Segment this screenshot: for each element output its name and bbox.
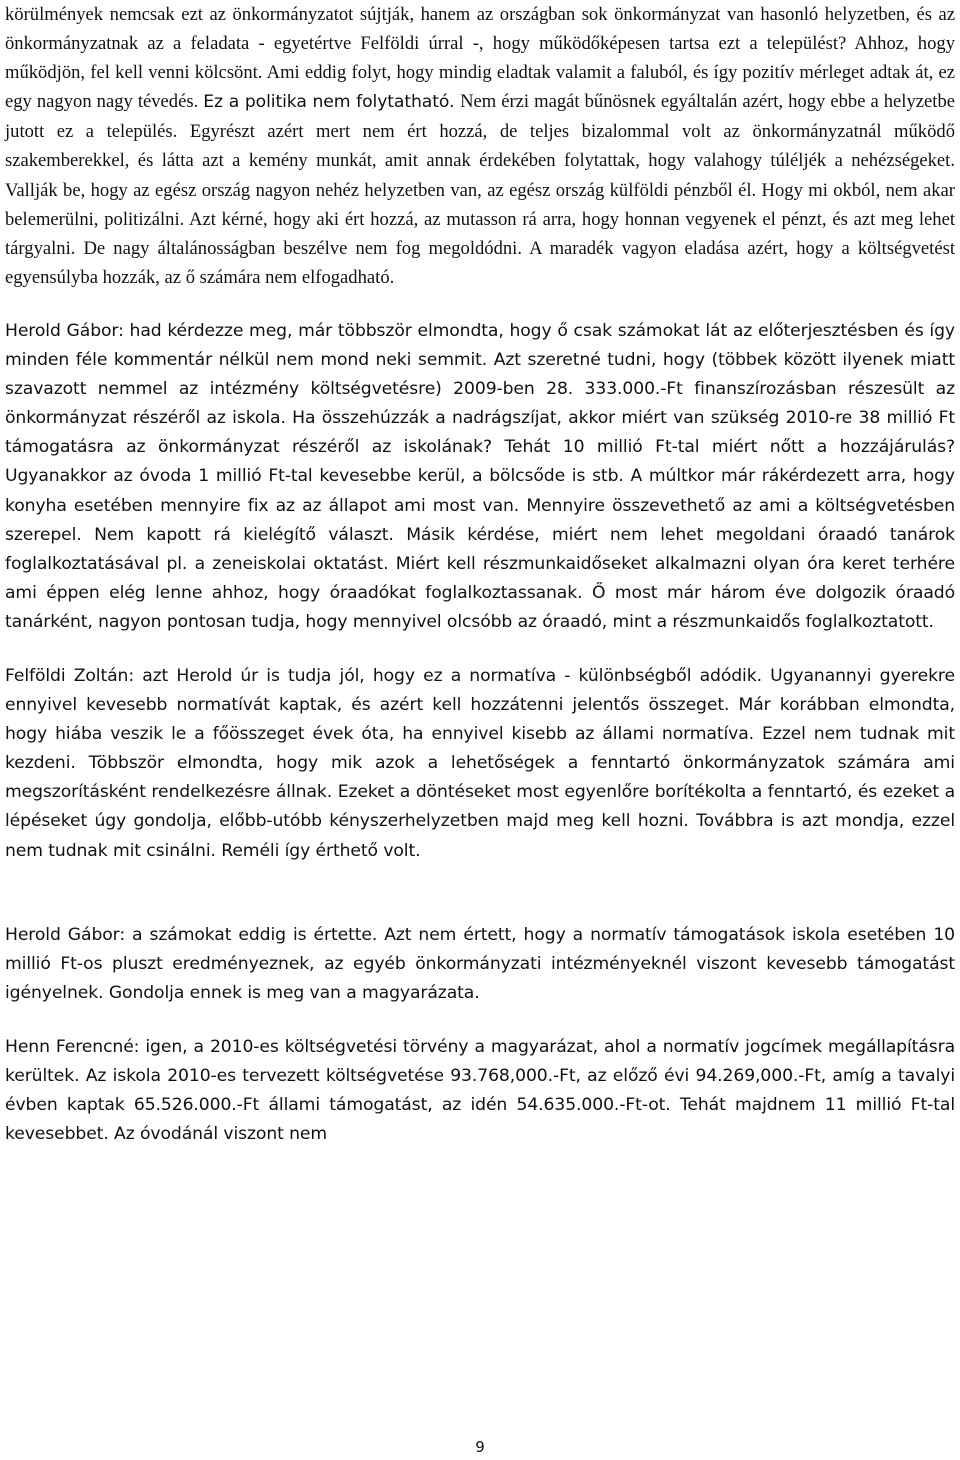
paragraph-5 xyxy=(5,1033,955,1149)
page-number: 9 xyxy=(475,1438,485,1456)
paragraph-spacer xyxy=(5,866,955,921)
paragraph-1 xyxy=(5,0,955,292)
paragraph-4 xyxy=(5,921,955,1008)
paragraph-3-text: Felföldi Zoltán: azt Herold úr is tudja jól, hogy ez a normatíva - különbségből adódik. Ugyanannyi gyerekre ennyivel kevesebb normatívát kaptak, és azért kell hozzátenni jelentős összeget. Már korábban elmondta, hogy hiába veszik le a főösszeget évek óta, ha ennyivel kisebb az állami normatíva. Ezzel nem tudnak mit kezdeni. Többször elmondta, hogy mik azok a lehetőségek a fenntartó önkormányzatok számára ami megszorításként rendelkezésre állnak. Ezeket a döntéseket most egyenlőre borítékolta a fenntartó, és ezeket a lépéseket úgy gondolja, előbb-utóbb kényszerhelyzetben majd meg kell hozni. Továbbra is azt mondja, ezzel nem tudnak mit csinálni. Reméli így érthető volt. xyxy=(5,665,955,861)
paragraph-5-text: Henn Ferencné: igen, a 2010-es költségvetési törvény a magyarázat, ahol a normatív jogcímek megállapításra kerültek. Az iskola 2010-es tervezett költségvetése 93.768,000.-Ft, az előző évi 94.269,000.-Ft, amíg a tavalyi évben kaptak 65.526.000.-Ft állami támogatást, az idén 54.635.000.-Ft-ot. Tehát majdnem 11 millió Ft-tal kevesebbet. Az óvodánál viszont nem xyxy=(5,1036,955,1145)
paragraph-2 xyxy=(5,317,955,637)
paragraph-1-text-a: körülmények nemcsak ezt az önkormányzatot sújtják, hanem az országban sok önkormányzat van hasonló helyzetben, és az önkormányzatnak az a feladata - egyetértve Felföldi úrral -, hogy működőképesen tartsa ezt a települést? Ahhoz, hogy működjön, fel kell venni kölcsönt. Ami eddig folyt, hogy mindig eladtak valamit a faluból, és így pozitív mérleget adtak át, ez egy nagyon nagy tévedés. xyxy=(5,4,955,113)
paragraph-spacer xyxy=(5,637,955,662)
paragraph-spacer xyxy=(5,292,955,317)
paragraph-1-text-b: Ez a politika nem folytatható. xyxy=(203,92,461,113)
paragraph-1-text-c: Nem érzi magát bűnösnek egyáltalán azért, hogy ebbe a helyzetbe jutott ez a település. xyxy=(5,91,955,143)
paragraph-1-text-d: Egyrészt azért mert nem ért hozzá, de teljes bizalommal volt az önkormányzatnál működő szakemberekkel, és látta azt a kemény munkát, amit annak érdekében folytattak, hogy valahogy túléljék a nehézségeket. Vallják be, hogy az egész ország nagyon nehéz helyzetben van, az egész ország külföldi pénzből él. Hogy mi okból, nem akar belemerülni, politizálni. Azt kérné, hogy aki ért hozzá, az mutasson rá arra, hogy honnan vegyenek el pénzt, és azt meg lehet tárgyalni. De nagy általánosságban beszélve nem fog megoldódni. A maradék vagyon eladása azért, hogy a költségvetést egyensúlyba hozzák, az ő számára nem elfogadható. xyxy=(5,121,955,288)
paragraph-4-text: Herold Gábor: a számokat eddig is értette. Azt nem értett, hogy a normatív támogatások iskola esetében 10 millió Ft-os pluszt eredményeznek, az egyéb önkormányzati intézményeknél viszont kevesebb támogatást igényelnek. Gondolja ennek is meg van a magyarázata. xyxy=(5,924,955,1003)
document-page xyxy=(5,0,955,1460)
paragraph-2-text: Herold Gábor: had kérdezze meg, már többször elmondta, hogy ő csak számokat lát az előterjesztésben és így minden féle kommentár nélkül nem mond neki semmit. Azt szeretné tudni, hogy (többek között ilyenek miatt szavazott nemmel az intézmény költségvetésre) 2009-ben 28. 333.000.-Ft finanszírozásban részesült az önkormányzat részéről az iskola. Ha összehúzzák a nadrágszíjat, akkor miért van szükség 2010-re 38 millió Ft támogatásra az önkormányzat részéről az iskolának? Tehát 10 millió Ft-tal miért nőtt a hozzájárulás? Ugyanakkor az óvoda 1 millió Ft-tal kevesebbe kerül, a bölcsőde is stb. A múltkor már rákérdezett arra, hogy konyha esetében mennyire fix az az állapot ami most van. Mennyire összevethető az ami a költségvetésben szerepel. Nem kapott rá kielégítő választ. Másik kérdése, miért nem lehet megoldani óraadó tanárok foglalkoztatásával pl. a zeneiskolai oktatást. Miért kell részmunkaidőseket alkalmazni olyan óra keret terhére ami éppen elég lenne ahhoz, hogy óraadókat foglalkoztassanak. Ő most már három éve dolgozik óraadó tanárként, nagyon pontosan tudja, hogy mennyivel olcsóbb az óraadó, mint a részmunkaidős foglalkoztatott. xyxy=(5,320,955,632)
paragraph-3 xyxy=(5,662,955,866)
paragraph-spacer xyxy=(5,1008,955,1033)
